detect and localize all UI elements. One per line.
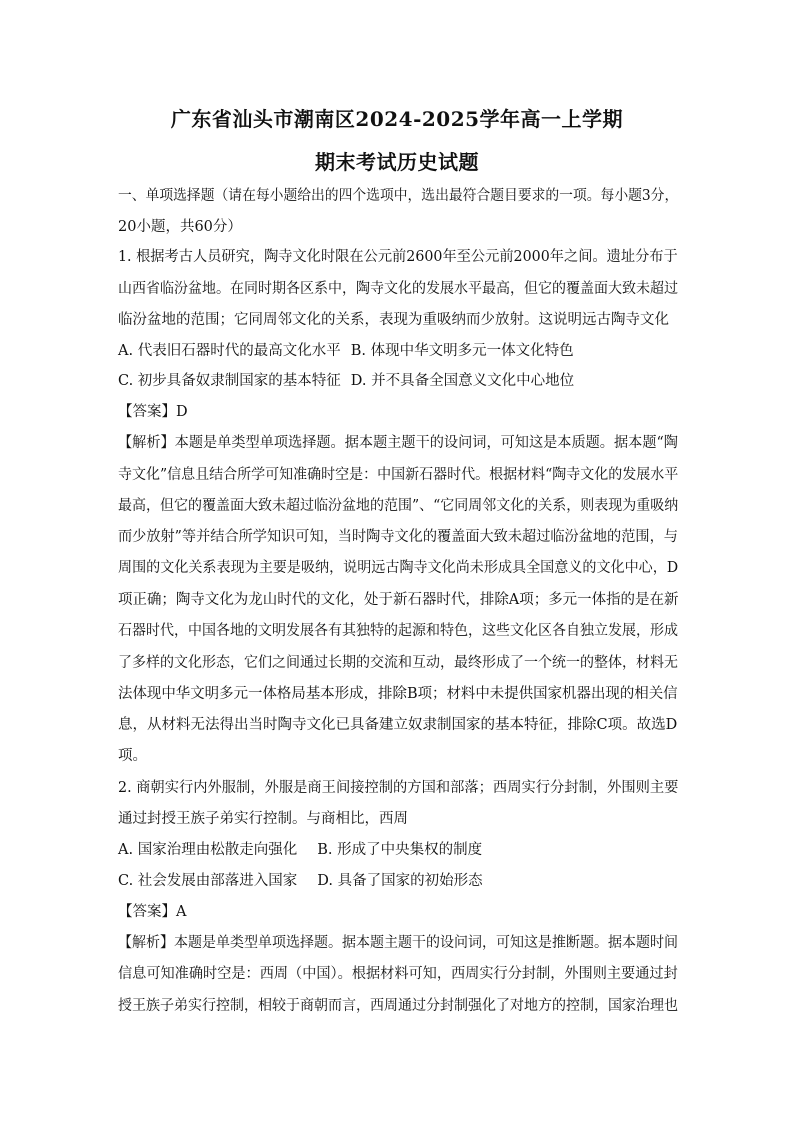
q1-analysis-line: 石器时代，中国各地的文明发展各有其独特的起源和特色，这些文化区各自独立发展，形成: [118, 623, 678, 639]
q1-stem-line: 山西省临汾盆地。在同时期各区系中，陶寺文化的发展水平最高，但它的覆盖面大致未超过: [118, 281, 678, 297]
q2-option-a: A. 国家治理由松散走向强化: [118, 842, 298, 858]
doc-title-line1: 广东省汕头市潮南区2024-2025学年高一上学期: [170, 107, 624, 131]
q1-analysis-line: 法体现中华文明多元一体格局基本形成，排除B项；材料中未提供国家机器出现的相关信: [118, 686, 678, 702]
q1-option-d: D. 并不具备全国意义文化中心地位: [350, 373, 575, 389]
q2-answer: 【答案】A: [118, 904, 187, 920]
q1-stem-line: 1. 根据考古人员研究，陶寺文化时限在公元前2600年至公元前2000年之间。遗址分布于: [118, 249, 678, 265]
q1-analysis-line: 息，从材料无法得出当时陶寺文化已具备建立奴隶制国家的基本特征，排除C项。故选D: [118, 717, 678, 733]
q1-analysis-line: 最高，但它的覆盖面大致未超过临汾盆地的范围”、“它同周邻文化的关系，则表现为重吸纳: [118, 498, 679, 514]
section-header-line2: 20小题，共60分）: [118, 219, 242, 235]
q1-analysis-line: 了多样的文化形态，它们之间通过长期的交流和互动，最终形成了一个统一的整体，材料无: [118, 655, 678, 671]
q2-option-c: C. 社会发展由部落进入国家: [118, 873, 298, 889]
q1-analysis-line: 【解析】本题是单类型单项选择题。据本题主题干的设问词，可知这是本质题。据本题“陶: [118, 435, 678, 451]
q2-analysis-line: 【解析】本题是单类型单项选择题。据本题主题干的设问词，可知这是推断题。据本题时间: [118, 935, 678, 951]
q2-option-b: B. 形成了中央集权的制度: [317, 842, 483, 858]
q1-option-b: B. 体现中华文明多元一体文化特色: [350, 343, 574, 359]
q1-options-row-2: [118, 371, 574, 391]
q2-stem-line: 通过封授王族子弟实行控制。与商相比，西周: [118, 811, 408, 827]
q2-analysis-line: 信息可知准确时空是：西周（中国）。根据材料可知，西周实行分封制，外围则主要通过封: [118, 966, 678, 982]
q1-answer: 【答案】D: [118, 404, 188, 420]
q1-option-c: C. 初步具备奴隶制国家的基本特征: [118, 373, 341, 389]
q2-options-row-1: [118, 840, 482, 860]
q1-stem-line: 临汾盆地的范围；它同周邻文化的关系，表现为重吸纳而少放射。这说明远古陶寺文化: [118, 312, 669, 328]
q1-analysis-last-line: 项。: [118, 748, 147, 764]
q1-option-a: A. 代表旧石器时代的最高文化水平: [118, 343, 341, 359]
q1-analysis-line: 而少放射”等并结合所学知识可知，当时陶寺文化的覆盖面大致未超过临汾盆地的范围，与: [118, 529, 678, 545]
q1-analysis-line: 寺文化”信息且结合所学可知准确时空是：中国新石器时代。根据材料“陶寺文化的发展水平: [118, 467, 679, 483]
q1-analysis-line: 周围的文化关系表现为主要是吸纳，说明远古陶寺文化尚未形成具全国意义的文化中心，D: [118, 560, 679, 576]
section-header-line1: 一、单项选择题（请在每小题给出的四个选项中，选出最符合题目要求的一项。每小题3分，: [118, 188, 679, 204]
q2-analysis-line: 授王族子弟实行控制，相较于商朝而言，西周通过分封制强化了对地方的控制，国家治理也: [118, 998, 678, 1014]
q1-options-row-1: [118, 341, 574, 361]
q2-option-d: D. 具备了国家的初始形态: [317, 873, 483, 889]
q1-analysis-line: 项正确；陶寺文化为龙山时代的文化，处于新石器时代，排除A项；多元一体指的是在新: [118, 592, 679, 608]
q2-options-row-2: [118, 871, 483, 891]
q2-stem-line: 2. 商朝实行内外服制，外服是商王间接控制的方国和部落；西周实行分封制，外围则主要: [118, 780, 679, 796]
doc-title-line2: 期末考试历史试题: [315, 150, 479, 174]
